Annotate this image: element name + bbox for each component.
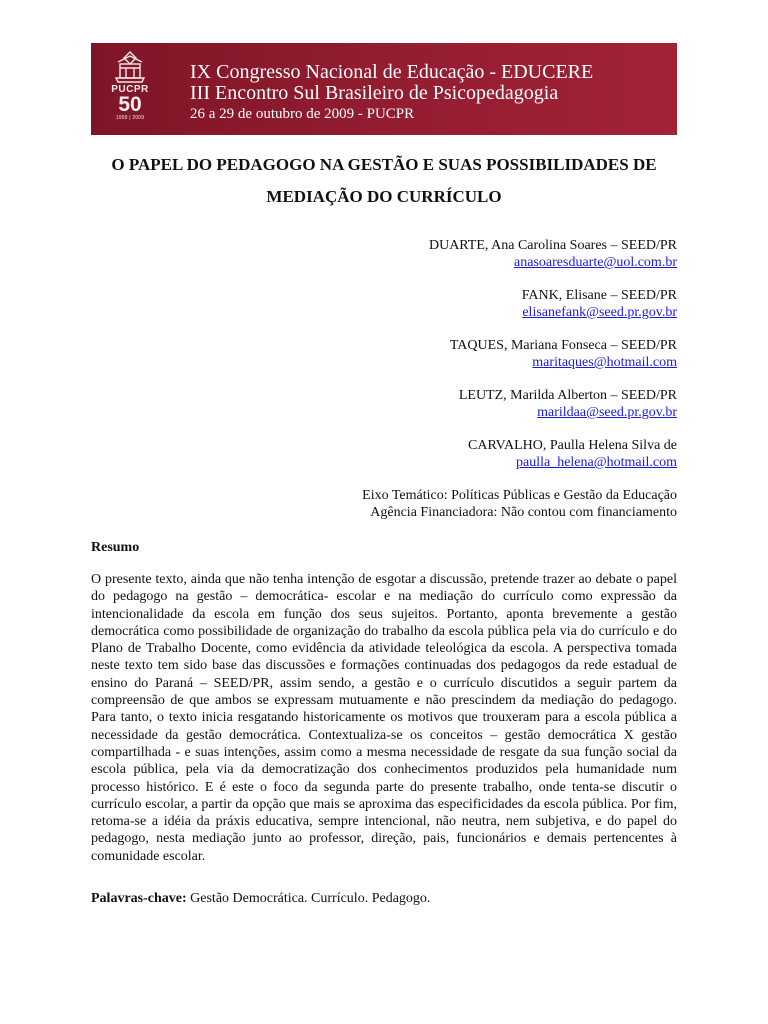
abstract-text: O presente texto, ainda que não tenha intenção de esgotar a discussão, pretende trazer ao debate o papel do pedagogo na gestão – democrática- escolar e na mediação do currículo como expressão da intencionalidade da escola em função dos seus sujeitos. Portanto, aponta brevemente a gestão democrática como possibilidade de organização do trabalho da escola pública pela via do currículo e do Plano de Trabalho Docente, como evidência da atividade teleológica da escola. A perspectiva tomada neste texto tem sido base das discussões e formações continuadas dos pedagogos da rede estadual de ensino do Paraná – SEED/PR, assim sendo, a gestão e o currículo discutidos a seguir partem da compreensão de que ambos se expressam mutuamente e não prescindem da mediação do pedagogo. Para tanto, o texto inicia resgatando historicamente os motivos que trouxeram para a escola pública a necessidade da gestão democrática. Contextualiza-se os conceitos – gestão democrática X gestão compartilhada - e suas intenções, assim como a mesma necessidade de resgate da sua função social da escola pública, pela via da democratização dos conhecimentos produzidos pela humanidade num processo histórico. E é este o foco da segunda parte do presente trabalho, onde tenta-se discutir o currículo escolar, a partir da opção que mais se aproxima das especificidades da escola pública. Por fim, retoma-se a idéia da práxis educativa, sempre intencional, não neutra, nem subjetiva, e do papel do pedagogo, nesta mediação junto ao professor, direção, pais, funcionários e demais pertencentes à comunidade escolar. xyxy=(91,572,677,864)
logo-years: 1959 | 2009 xyxy=(115,115,145,121)
author-name: CARVALHO, Paulla Helena Silva de xyxy=(468,438,677,453)
keywords-value: Gestão Democrática. Currículo. Pedagogo. xyxy=(190,891,431,906)
logo-anniversary-number: 50 xyxy=(118,93,142,116)
author-entry xyxy=(117,287,677,321)
author-email-link[interactable]: elisanefank@seed.pr.gov.br xyxy=(522,305,677,320)
funding-agency: Agência Financiadora: Não contou com financiamento xyxy=(370,505,677,520)
banner-dates: 26 a 29 de outubro de 2009 - PUCPR xyxy=(190,106,415,122)
keywords xyxy=(91,890,677,907)
banner-text xyxy=(190,62,593,123)
pucpr-crest-icon xyxy=(110,50,150,84)
abstract-heading: Resumo xyxy=(91,540,140,555)
author-name: TAQUES, Mariana Fonseca – SEED/PR xyxy=(449,338,677,353)
author-name: LEUTZ, Marilda Alberton – SEED/PR xyxy=(458,388,677,403)
author-entry xyxy=(117,437,677,471)
keywords-label: Palavras-chave: xyxy=(91,891,187,906)
author-email-link[interactable]: maritaques@hotmail.com xyxy=(532,355,677,370)
banner-meeting-title: III Encontro Sul Brasileiro de Psicopedagogia xyxy=(190,82,559,104)
author-email-link[interactable]: paulla_helena@hotmail.com xyxy=(515,455,677,470)
author-email-link[interactable]: marildaa@seed.pr.gov.br xyxy=(537,405,677,420)
author-entry xyxy=(117,387,677,421)
pucpr-logo xyxy=(98,50,162,128)
author-name: FANK, Elisane – SEED/PR xyxy=(521,288,677,303)
thematic-axis: Eixo Temático: Políticas Públicas e Gestão da Educação xyxy=(362,488,677,503)
author-entry xyxy=(117,237,677,271)
banner-congress-title: IX Congresso Nacional de Educação - EDUCERE xyxy=(190,61,594,83)
paper-title xyxy=(60,149,708,213)
paper-metadata xyxy=(117,487,677,521)
author-email-link[interactable]: anasoaresduarte@uol.com.br xyxy=(514,255,677,270)
logo-name: PUCPR xyxy=(111,84,149,95)
paper-title-line-2: MEDIAÇÃO DO CURRÍCULO xyxy=(266,187,502,206)
author-list xyxy=(117,237,677,521)
author-name: DUARTE, Ana Carolina Soares – SEED/PR xyxy=(428,238,677,253)
conference-banner xyxy=(91,43,677,135)
author-entry xyxy=(117,337,677,371)
paper-title-line-1: O PAPEL DO PEDAGOGO NA GESTÃO E SUAS POSSIBILIDADES DE xyxy=(111,155,657,174)
